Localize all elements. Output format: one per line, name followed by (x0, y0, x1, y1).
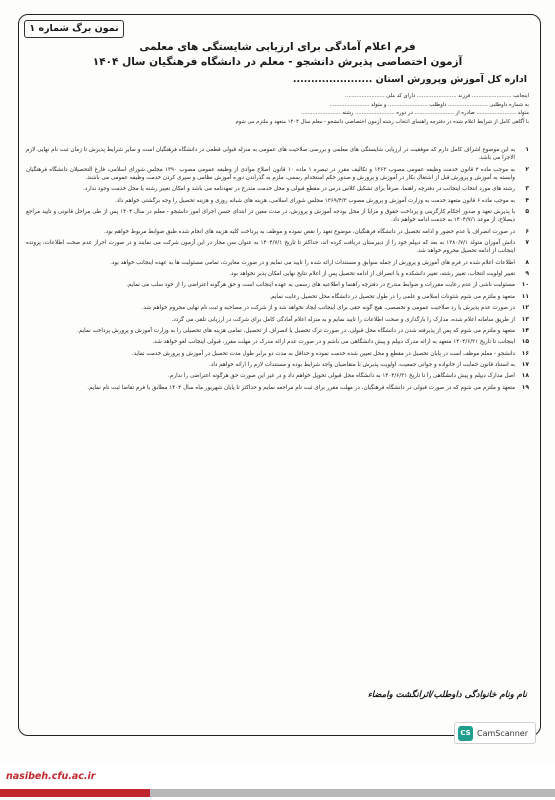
item-number: ۳ (525, 185, 529, 193)
list-item (26, 185, 529, 193)
item-text: در صورت انصراف یا عدم حضور و ادامه تحصیل در دانشگاه فرهنگیان، موضوع تعهد را نقض نموده و موظف به پرداخت کلیه هزینه های انجام شده طبق ضوابط مربوط خواهم بود. (103, 228, 515, 235)
list-item (26, 384, 529, 392)
item-number: ۱۵ (521, 338, 529, 346)
item-text: با پذیرش تعهد و صدور احکام کارگزینی و پرداخت حقوق و مزایا از محل بودجه آموزش و پرورش، در مدت معین در ابتدای حسن اجرای امور دانشجو - معلم در سال ۱۴۰۴ پس از طی مراحل قانونی و تایید مراجع ذیصلاح، از موعد ۱۴۰۴/۷/۱ به خدمت ادامه خواهم داد. (26, 208, 515, 224)
field-line: به شماره داوطلبی ........................ داوطلب ........................ و متولد ........................ (329, 101, 529, 108)
item-text: به این موضوع اشراف کامل دارم که موفقیت در ارزیابی شایستگی های معلمی و بررسی صلاحیت های عمومی به منزله قبولی قطعی در دانشگاه فرهنگیان است و سایر شرایط پذیرش تا زمان ثبت نام نهایی لازم الاجرا می باشد. (26, 147, 515, 162)
form-number-badge: نمون برگ شماره ۱ (24, 20, 124, 38)
list-item (26, 293, 529, 301)
list-item (26, 327, 529, 335)
item-text: اینجانب تا تاریخ ۱۴۰۴/۶/۳۱ متعهد به ارائه مدرک دیپلم و پیش دانشگاهی می باشم و در صورت عدم ارائه مدرک در مهلت مقرر، قبولی اینجانب لغو خواهد شد. (152, 339, 515, 346)
list-item (26, 304, 529, 312)
camscanner-logo-icon: CS (458, 726, 473, 741)
item-number: ۹ (525, 269, 529, 277)
list-item (26, 208, 529, 224)
item-text: دانش آموزان متولد ۱۳۸۰/۷/۱ به بعد که دیپلم خود را از دبیرستان دریافت کرده اند، حداکثر تا تاریخ ۱۴۰۴/۷/۱ به عنوان سن مجاز در این آزمون شرکت می نمایند و در صورت احراز عدم صحت اطلاعات، پرونده اینجانب از ادامه تحصیل محروم خواهد شد. (26, 239, 516, 255)
item-number: ۱۹ (521, 383, 529, 391)
list-item (26, 270, 529, 278)
list-item (26, 350, 529, 358)
list-item (26, 166, 529, 182)
list-item (26, 228, 529, 236)
province-label: اداره کل آموزش وپرورش استان ...................... (292, 74, 527, 85)
document-title: فرم اعلام آمادگی برای ارزیابی شایستگی های معلمی (139, 41, 416, 53)
item-text: دانشجو - معلم موظف است در پایان تحصیل در مقطع و محل تعیین شده خدمت نموده و حداقل به مدت دو برابر طول مدت تحصیل در آموزش و پرورش خدمت نماید. (131, 350, 515, 357)
field-line: با آگاهی کامل از شرایط اعلام شده در دفترچه راهنمای انتخاب رشته آزمون اختصاصی دانشجو - معلم سال ۱۴۰۴ متعهد و ملتزم می شوم (235, 118, 529, 125)
item-number: ۲ (525, 165, 529, 173)
item-text: به موجب ماده ۲ قانون خدمت وظیفه عمومی مصوب ۱۳۶۳ و تکالیف مقرر در تبصره ۱ ماده ۱۰ قانون اصلاح موادی از وظیفه عمومی مصوب ۱۳۹۰ مجلس شورای اسلامی، فارغ التحصیلان دانشگاه فرهنگیان وابسته به آموزش و پرورش قبل از اشتغال بکار در آموزش و پرورش و صدور حکم استخدام رسمی، ملزم به گذراندن دوره آموزش نظامی و سپری کردن خدمت وظیفه عمومی می باشند. (26, 166, 515, 181)
item-text: در صورت عدم پذیرش یا رد صلاحیت عمومی و تخصصی، هیچ گونه حقی برای اینجانب ایجاد نخواهد شد و از شرکت در مصاحبه و ثبت نام نهایی محروم خواهم شد. (141, 305, 515, 312)
list-item (26, 338, 529, 346)
list-item (26, 239, 529, 255)
item-number: ۱۳ (521, 315, 529, 323)
list-item (26, 197, 529, 205)
item-text: متعهد و ملتزم می شوم شئونات اسلامی و علمی را در طول تحصیل در دانشگاه محل تحصیل رعایت نمایم. (269, 293, 515, 300)
item-text: تغییر اولویت انتخاب، تغییر رشته، تغییر دانشکده و یا انصراف از ادامه تحصیل پس از اعلام نتایج نهایی امکان پذیر نخواهد بود. (229, 270, 515, 277)
item-text: اصل مدارک دیپلم و پیش دانشگاهی را تا تاریخ ۱۴۰۴/۶/۳۱ به دانشگاه محل قبولی تحویل خواهم داد و در غیر این صورت حق هرگونه اعتراضی را ندارم. (168, 373, 515, 380)
item-number: ۸ (525, 258, 529, 266)
item-number: ۱ (525, 146, 529, 153)
signature-label: نام ونام خانوادگی داوطلب/اثرانگشت وامضاء (367, 690, 527, 700)
field-row (26, 101, 529, 110)
footer-bar-accent (0, 789, 150, 797)
field-line: اینجانب ........................ فرزند ........................ دارای کد ملی ........................ (345, 93, 529, 99)
item-text: به استناد قانون حمایت از خانواده و جوانی جمعیت، اولویت پذیرش با متقاضیان واجد شرایط بوده و مستندات لازم را ارائه خواهم داد. (209, 362, 515, 369)
list-item (26, 316, 529, 324)
item-number: ۷ (525, 238, 529, 246)
list-item (26, 372, 529, 380)
item-number: ۱۱ (521, 292, 529, 300)
item-number: ۱۴ (521, 326, 529, 334)
terms-list (26, 146, 529, 395)
item-number: ۱۰ (521, 281, 529, 289)
list-item (26, 361, 529, 369)
field-row (26, 118, 529, 127)
item-number: ۶ (525, 227, 529, 235)
applicant-fields (26, 92, 529, 126)
item-number: ۵ (525, 207, 529, 215)
item-text: مسئولیت ناشی از عدم رعایت مقررات و ضوابط مندرج در دفترچه راهنما و اطلاعیه های رسمی به عهده اینجانب است و حق هرگونه اعتراضی را از خود سلب می نمایم. (126, 282, 515, 289)
field-row (26, 109, 529, 118)
item-number: ۱۲ (521, 304, 529, 312)
document-subtitle: آزمون اختصاصی پذیرش دانشجو - معلم در دانشگاه فرهنگیان سال ۱۴۰۴ (92, 56, 463, 68)
list-item (26, 281, 529, 289)
item-text: متعهد و ملتزم می شوم که پس از پذیرفته شدن در دانشگاه محل قبولی، در صورت ترک تحصیل یا انصراف از تحصیل، تمامی هزینه های تحصیلی را به وزارت آموزش و پرورش پرداخت نمایم. (77, 327, 515, 334)
field-line: متولد ........................ صادره از ........................ در دوره ........................ رشته ........................ (301, 110, 529, 117)
item-text: به موجب ماده ۶ قانون متعهد خدمت به وزارت آموزش و پرورش مصوب ۱۳۶۹/۴/۳ مجلس شورای اسلامی، هزینه های شبانه روزی و هزینه تحصیل را وجه برگشتی خواهم داد. (114, 197, 515, 204)
item-text: اطلاعات اعلام شده در فرم های آموزش و پرورش از جمله سوابق و مستندات ارائه شده را تایید می نمایم و در صورت مغایرت، تمامی مسئولیت ها به عهده اینجانب خواهد بود. (110, 259, 515, 266)
footer-url[interactable]: nasibeh.cfu.ac.ir (6, 771, 96, 782)
list-item (26, 259, 529, 267)
camscanner-name: CamScanner (477, 728, 529, 738)
item-text: رشته های مورد انتخاب اینجانب در دفترچه راهنما، صرفاً برای تشکیل کلاس درس در مقطع قبولی و محل خدمت مندرج در تعهدنامه می باشد و امکان تغییر رشته یا محل خدمت وجود ندارد. (83, 186, 515, 193)
item-text: از طریق سامانه اعلام شده، مدارک را بارگذاری و صحت اطلاعات را تایید نمایم و به منزله اعلام آمادگی کامل برای شرکت در ارزیابی تلقی می گردد. (171, 316, 515, 323)
field-row (26, 92, 529, 101)
item-number: ۱۷ (521, 361, 529, 369)
item-number: ۱۶ (521, 349, 529, 357)
item-number: ۱۸ (521, 372, 529, 380)
list-item (26, 146, 529, 162)
item-number: ۴ (525, 196, 529, 204)
camscanner-watermark (454, 722, 536, 744)
footer-strip (0, 763, 555, 800)
item-text: متعهد و ملتزم می شوم که در صورت قبولی در دانشگاه فرهنگیان، در مهلت مقرر برای ثبت نام مراجعه نمایم و حداکثر تا پایان شهریور ماه سال ۱۴۰۴ مطابق با فرم تقاضا ثبت نام نمایم. (87, 384, 515, 391)
